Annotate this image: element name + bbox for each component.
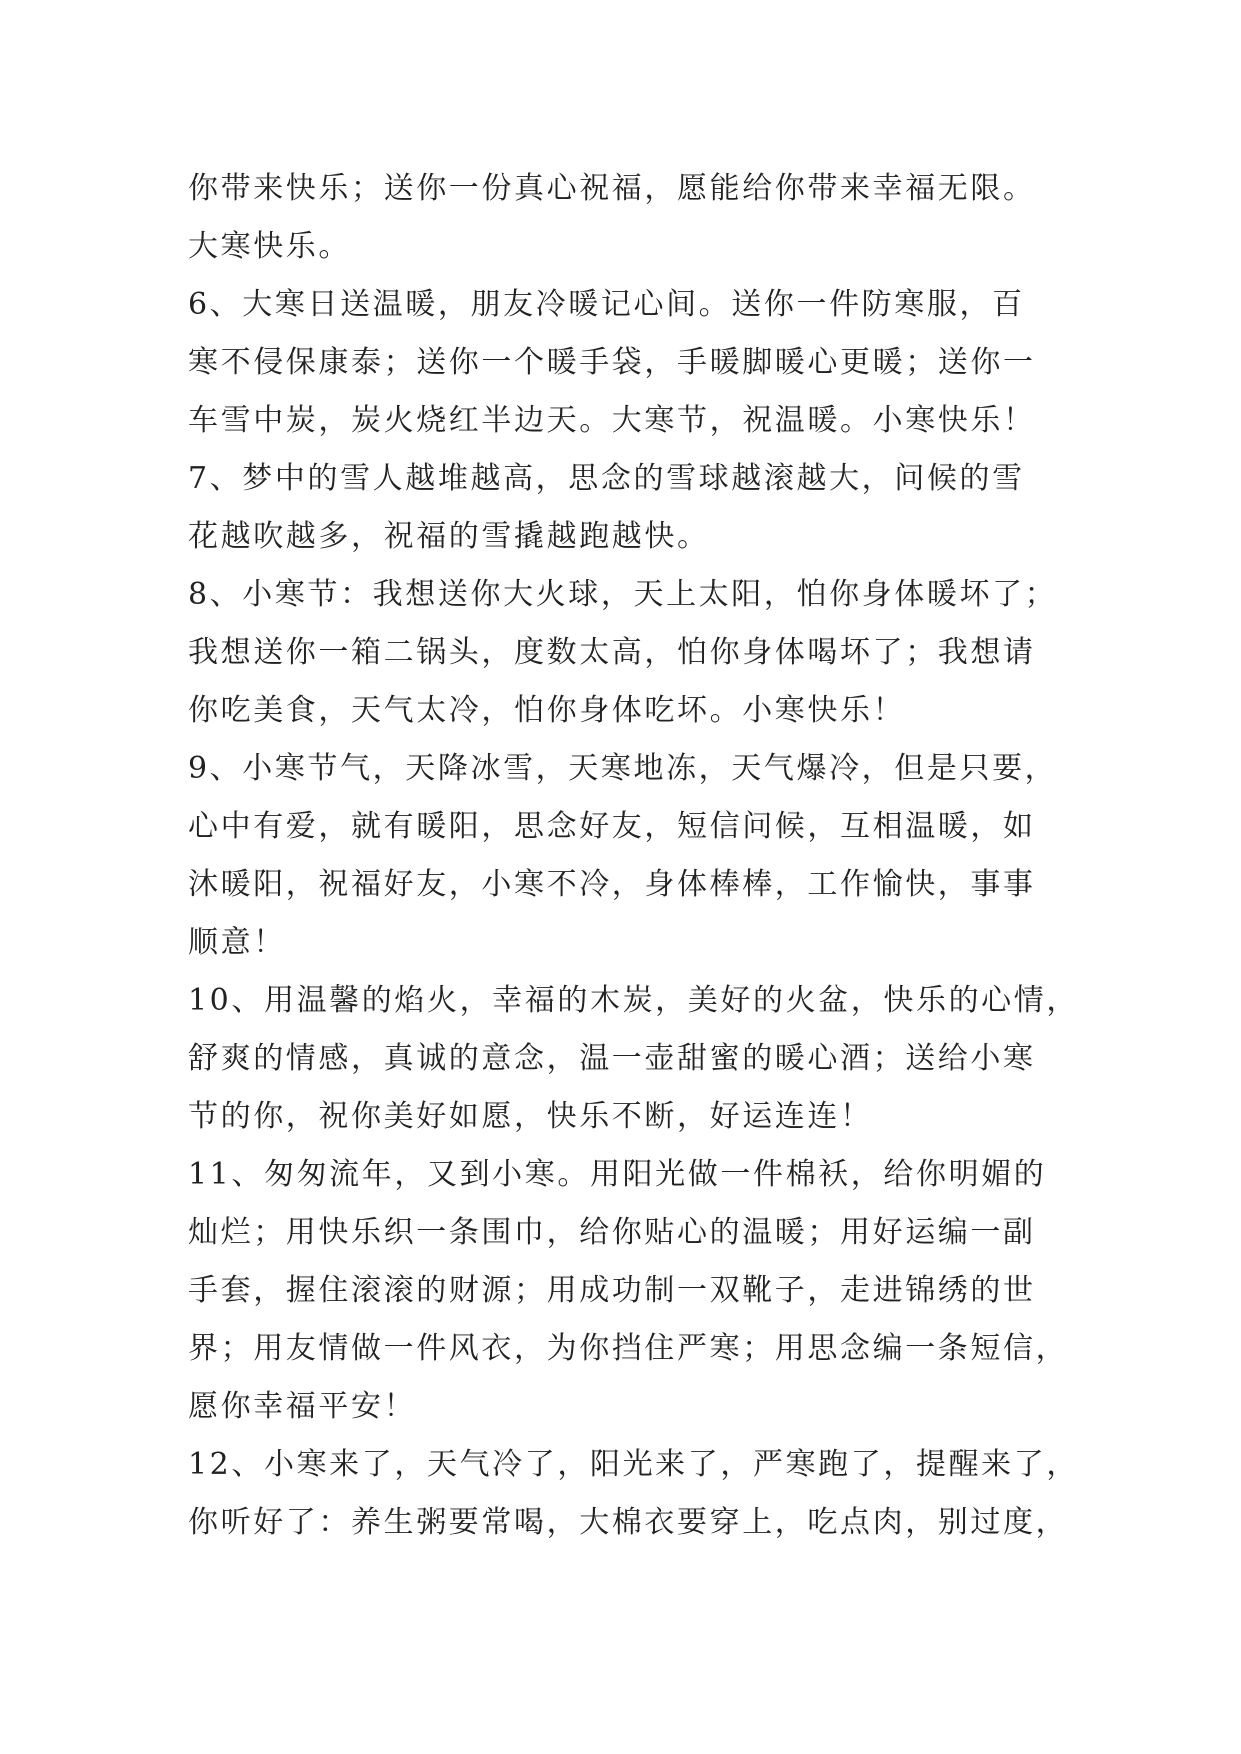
text-line: 7、梦中的雪人越堆越高，思念的雪球越滚越大，问候的雪 bbox=[188, 461, 1025, 496]
text-line: 心中有爱，就有暖阳，思念好友，短信问候，互相温暖，如 bbox=[188, 809, 1036, 844]
text-line: 12、小寒来了，天气冷了，阳光来了，严寒跑了，提醒来了， bbox=[188, 1447, 1079, 1482]
text-line: 10、用温馨的焰火，幸福的木炭，美好的火盆，快乐的心情， bbox=[188, 983, 1079, 1018]
text-line: 11、匆匆流年，又到小寒。用阳光做一件棉袄，给你明媚的 bbox=[188, 1157, 1047, 1192]
document-body bbox=[188, 160, 1079, 1552]
text-line: 手套，握住滚滚的财源；用成功制一双靴子，走进锦绣的世 bbox=[188, 1273, 1036, 1308]
text-line: 节的你，祝你美好如愿，快乐不断，好运连连！ bbox=[188, 1099, 873, 1134]
text-line: 你带来快乐；送你一份真心祝福，愿能给你带来幸福无限。 bbox=[188, 171, 1036, 206]
text-line: 顺意！ bbox=[188, 925, 286, 960]
text-line: 花越吹越多，祝福的雪撬越跑越快。 bbox=[188, 519, 710, 554]
text-line: 舒爽的情感，真诚的意念，温一壶甜蜜的暖心酒；送给小寒 bbox=[188, 1041, 1036, 1076]
text-line: 你听好了：养生粥要常喝，大棉衣要穿上，吃点肉，别过度， bbox=[188, 1505, 1069, 1540]
text-line: 6、大寒日送温暖，朋友冷暖记心间。送你一件防寒服，百 bbox=[188, 287, 1025, 322]
text-line: 你吃美食，天气太冷，怕你身体吃坏。小寒快乐！ bbox=[188, 693, 906, 728]
text-line: 界；用友情做一件风衣，为你挡住严寒；用思念编一条短信， bbox=[188, 1331, 1069, 1366]
text-line: 灿烂；用快乐织一条围巾，给你贴心的温暖；用好运编一副 bbox=[188, 1215, 1036, 1250]
text-line: 寒不侵保康泰；送你一个暖手袋，手暖脚暖心更暖；送你一 bbox=[188, 345, 1036, 380]
text-line: 9、小寒节气，天降冰雪，天寒地冻，天气爆冷，但是只要， bbox=[188, 751, 1058, 786]
text-line: 车雪中炭，炭火烧红半边天。大寒节，祝温暖。小寒快乐！ bbox=[188, 403, 1036, 438]
text-line: 沐暖阳，祝福好友，小寒不冷，身体棒棒，工作愉快，事事 bbox=[188, 867, 1036, 902]
text-line: 大寒快乐。 bbox=[188, 229, 351, 264]
text-line: 愿你幸福平安！ bbox=[188, 1389, 417, 1424]
text-line: 8、小寒节：我想送你大火球，天上太阳，怕你身体暖坏了； bbox=[188, 577, 1058, 612]
text-line: 我想送你一箱二锅头，度数太高，怕你身体喝坏了；我想请 bbox=[188, 635, 1036, 670]
